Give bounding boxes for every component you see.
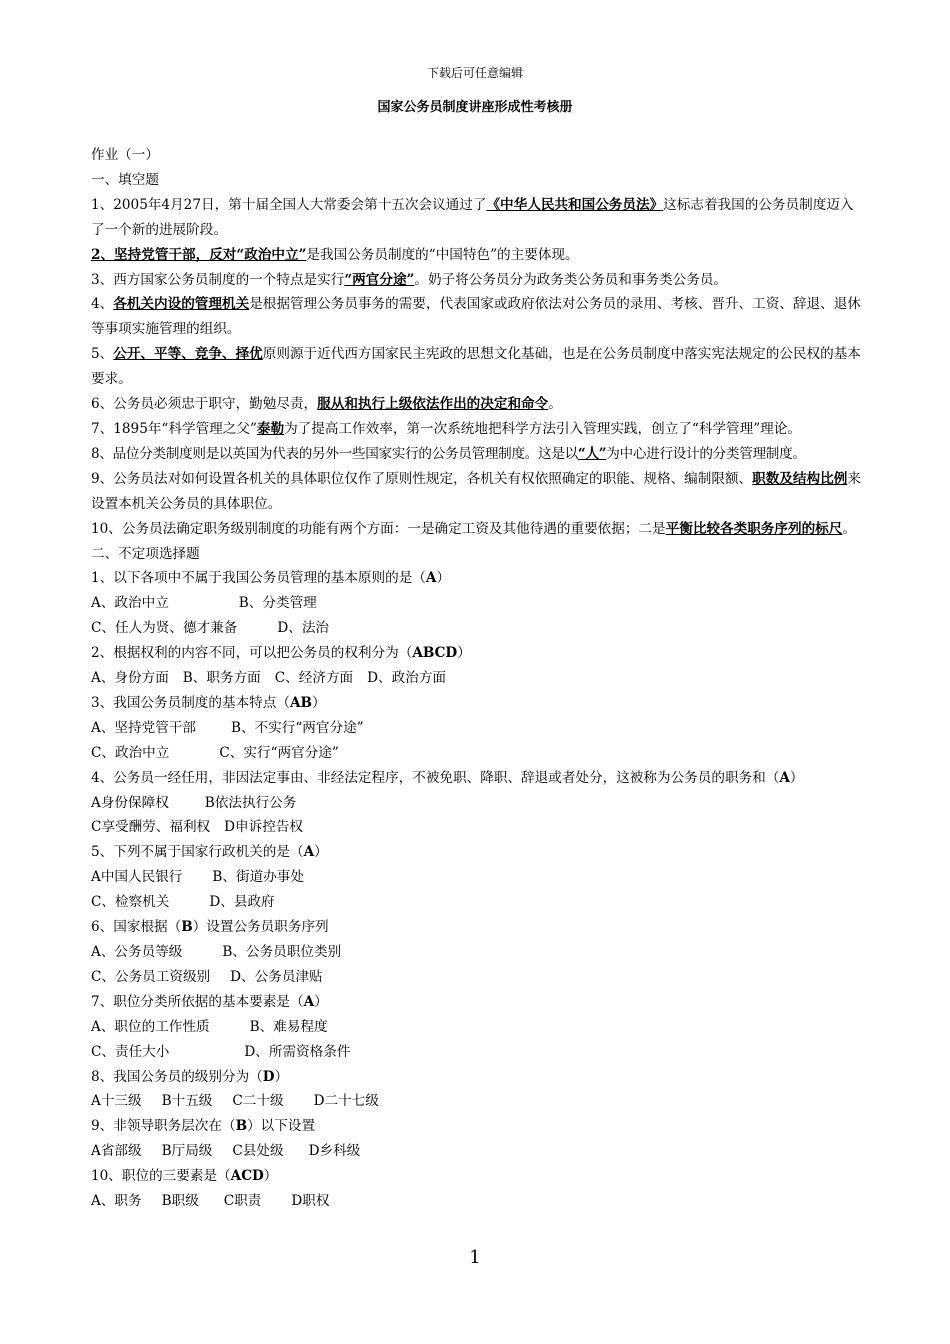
option: C县处级 <box>232 1143 284 1160</box>
option: B、职务方面 <box>182 670 261 687</box>
header-note: 下载后可任意编辑 <box>426 66 523 80</box>
option: A、公务员等级 <box>91 944 183 960</box>
option: B、街道办事处 <box>212 869 304 886</box>
option: A十三级 <box>91 1093 142 1110</box>
option: A、政治中立 <box>91 595 169 612</box>
option: A、坚持党管干部 <box>91 719 196 736</box>
choice-question-5: 5、下列不属于国家行政机关的是（A） <box>91 844 328 861</box>
option: D、政治方面 <box>367 670 447 687</box>
option: D、县政府 <box>209 894 275 911</box>
fill-question-8: 8、品位分类制度则是以英国为代表的另外一些国家实行的公务员管理制度。这是以“人”为中心进行设计的分类管理制度。 <box>91 445 806 462</box>
option-line <box>91 591 867 616</box>
option-line <box>91 716 867 741</box>
option: C、任人为贤、德才兼备 <box>91 620 238 637</box>
document-body <box>91 143 867 1214</box>
option: A身份保障权 <box>91 794 169 811</box>
option-line <box>91 1189 867 1214</box>
choice-question-6: 6、国家根据（B）设置公务员职务序列 <box>91 919 329 936</box>
fill-question-9: 9、公务员法对如何设置各机关的具体职位仅作了原则性规定，各机关有权依照确定的职能、规格、编制限额、职数及结构比例来设置本机关公务员的具体职位。 <box>91 470 861 512</box>
fill-question-1: 1、2005年4月27日，第十届全国人大常委会第十五次会议通过了《中华人民共和国公务员法》这标志着我国的公务员制度迈入了一个新的进展阶段。 <box>91 196 854 238</box>
option: D、法治 <box>277 620 330 637</box>
choice-question-7: 7、职位分类所依据的基本要素是（A） <box>91 993 328 1010</box>
choice-question-list <box>91 566 867 1214</box>
fill-question-4: 4、各机关内设的管理机关是根据管理公务员事务的需要，代表国家或政府依法对公务员的录用、考核、晋升、工资、辞退、退休等事项实施管理的组织。 <box>91 296 861 338</box>
option: C、实行“两官分途” <box>219 744 339 761</box>
option-line <box>91 965 867 990</box>
answer: A <box>425 570 437 587</box>
option: A、职务 <box>91 1193 142 1210</box>
answer: ABCD <box>412 645 458 662</box>
answer: A <box>303 993 315 1010</box>
answer: 职数及结构比例 <box>752 470 848 487</box>
option-line <box>91 666 867 691</box>
option: A中国人民银行 <box>91 869 183 886</box>
option-line <box>91 741 867 766</box>
answer: 服从和执行上级依法作出的决定和命令 <box>317 396 549 413</box>
option: D职权 <box>291 1193 330 1210</box>
option-line <box>91 890 867 915</box>
option: C、责任大小 <box>91 1043 170 1060</box>
answer: B <box>235 1118 248 1135</box>
option-line <box>91 940 867 965</box>
choice-question-4: 4、公务员一经任用，非因法定事由、非经法定程序，不被免职、降职、辞退或者处分，这被称为公务员的职务和（A） <box>91 769 804 786</box>
option: C二十级 <box>232 1093 284 1110</box>
answer: 泰勒 <box>256 420 285 437</box>
option: A、职位的工作性质 <box>91 1018 210 1035</box>
option: B、不实行“两官分途” <box>230 719 364 736</box>
answer: ACD <box>230 1168 264 1185</box>
assignment-label: 作业（一） <box>91 147 159 163</box>
option: B、分类管理 <box>238 595 317 612</box>
option-line <box>91 1015 867 1040</box>
choice-question-3: 3、我国公务员制度的基本特点（AB） <box>91 694 326 711</box>
answer: A <box>303 844 315 861</box>
option: C、政治中立 <box>91 744 170 761</box>
fill-question-6: 6、公务员必须忠于职守，勤勉尽责，服从和执行上级依法作出的决定和命令。 <box>91 396 562 413</box>
choice-question-1: 1、以下各项中不属于我国公务员管理的基本原则的是（A） <box>91 570 451 587</box>
option-line <box>91 815 867 840</box>
choice-question-9: 9、非领导职务层次在（B）以下设置 <box>91 1118 316 1135</box>
document-title: 国家公务员制度讲座形成性考核册 <box>377 100 573 115</box>
option: D、公务员津贴 <box>230 968 323 985</box>
option-line <box>91 791 867 816</box>
fill-question-3: 3、西方国家公务员制度的一个特点是实行“两官分途”。奶子将公务员分为政务类公务员和事务类公务员。 <box>91 271 728 288</box>
option: A、身份方面 <box>91 670 169 687</box>
option-line <box>91 1139 867 1164</box>
answer: “两官分途” <box>344 271 415 288</box>
option: B依法执行公务 <box>204 794 297 811</box>
option: D申诉控告权 <box>224 819 304 836</box>
answer: 各机关内设的管理机关 <box>113 296 250 313</box>
answer: 平衡比较各类职务序列的标尺 <box>665 520 843 537</box>
option: D、所需资格条件 <box>244 1043 351 1060</box>
option: D二十七级 <box>313 1093 379 1110</box>
option: C享受酬劳、福利权 <box>91 819 211 836</box>
answer: B <box>181 919 193 936</box>
fill-question-10: 10、公务员法确定职务级别制度的功能有两个方面：一是确定工资及其他待遇的重要依据；二是平衡比较各类职务序列的标尺。 <box>91 520 856 537</box>
choice-question-8: 8、我国公务员的级别分为（D） <box>91 1068 289 1085</box>
fill-question-5: 5、公开、平等、竞争、择优原则源于近代西方国家民主宪政的思想文化基础，也是在公务员制度中落实宪法规定的公民权的基本要求。 <box>91 346 861 388</box>
answer: 公开、平等、竞争、择优 <box>113 346 263 363</box>
option: B、公务员职位类别 <box>222 944 342 960</box>
answer: “人” <box>577 445 607 462</box>
option: B厅局级 <box>161 1143 213 1160</box>
option: B职级 <box>161 1193 199 1210</box>
choice-question-2: 2、根据权利的内容不同，可以把公务员的权利分为（ABCD） <box>91 645 471 662</box>
option-line <box>91 865 867 890</box>
fill-question-2: 2、坚持党管干部，反对“政治中立”是我国公务员制度的“中国特色”的主要体现。 <box>91 246 579 263</box>
option: C、经济方面 <box>274 670 354 687</box>
answer: 2、坚持党管干部，反对“政治中立” <box>91 246 307 263</box>
fill-question-7: 7、1895年“科学管理之父”泰勒为了提高工作效率，第一次系统地把科学方法引入管理实践，创立了“科学管理”理论。 <box>91 420 801 437</box>
option-line <box>91 1089 867 1114</box>
option: C、公务员工资级别 <box>91 968 211 985</box>
section-heading-fill: 一、填空题 <box>91 171 159 188</box>
answer: A <box>779 769 790 786</box>
choice-question-10: 10、职位的三要素是（ACD） <box>91 1168 278 1185</box>
option: D乡科级 <box>308 1143 361 1160</box>
answer: 《中华人民共和国公务员法》 <box>486 196 664 213</box>
option: A省部级 <box>91 1143 142 1160</box>
option-line <box>91 1040 867 1065</box>
option: C、检察机关 <box>91 894 170 911</box>
page-number: 1 <box>469 1247 481 1268</box>
answer: AB <box>289 694 313 711</box>
answer: D <box>262 1068 275 1085</box>
option: B、难易程度 <box>249 1018 328 1035</box>
option: B十五级 <box>161 1093 213 1110</box>
section-heading-choice: 二、不定项选择题 <box>91 545 200 562</box>
option-line <box>91 616 867 641</box>
option: C职责 <box>223 1193 262 1210</box>
